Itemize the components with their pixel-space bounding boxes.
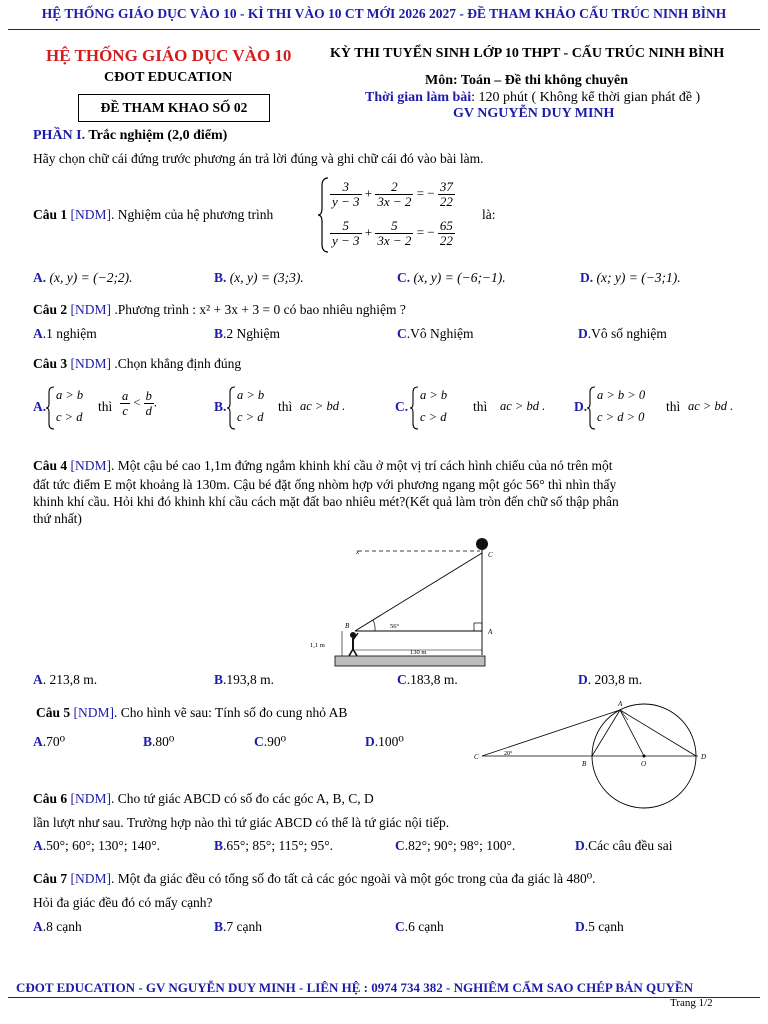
q7-line1: Câu 7 [NDM]. Một đa giác đều có tổng số đo tất cả các góc ngoài và một góc trong của đa giác là 480⁰. — [33, 871, 596, 886]
q1-eq2: $\frac{5}{y - 3}$ + $\frac{5}{3x - 2}$ = − $\frac{65}{22}$ — [332, 218, 453, 248]
q2-option-a[interactable]: A.1 nghiệm — [33, 326, 97, 341]
label-distance: 130 m — [410, 649, 427, 656]
q2-option-b[interactable]: B.2 Nghiệm — [214, 326, 281, 341]
q7-option-c[interactable]: C.6 cạnh — [395, 919, 444, 934]
q4-option-b[interactable]: B.193,8 m. — [214, 672, 275, 687]
part1-title: Trắc nghiệm (2,0 điểm) — [85, 128, 228, 143]
q2-stem: Câu 2 [NDM] .Phương trình : x² + 3x + 3 = 0 có bao nhiêu nghiệm ? — [33, 302, 406, 317]
q2-option-d[interactable]: D.Vô số nghiệm — [578, 326, 667, 341]
page-number: Trang 1/2 — [670, 997, 713, 1009]
eq1-rhs: $\frac{37}{22}$ — [439, 179, 453, 209]
top-rule — [8, 29, 760, 30]
q3-d-brace — [587, 386, 597, 430]
part1-heading — [33, 128, 227, 144]
time-label: Thời gian làm bài — [365, 90, 472, 105]
header-right-title: KỲ THI TUYỂN SINH LỚP 10 THPT - CẤU TRÚC NINH BÌNH — [330, 46, 725, 61]
q6-option-d[interactable]: D.Các câu đều sai — [575, 838, 673, 853]
q4-option-c[interactable]: C.183,8 m. — [397, 672, 458, 687]
q1-text: . Nghiệm của hệ phương trình — [111, 207, 274, 222]
q3-option-c-letter[interactable]: C. — [395, 399, 409, 414]
q6-line1: Câu 6 [NDM]. Cho tứ giác ABCD có số đo các góc A, B, C, D — [33, 791, 374, 806]
header-left-title: HỆ THỐNG GIÁO DỤC VÀO 10 — [46, 46, 292, 65]
q3-d-system: a > b > 0 c > d > 0 — [597, 388, 646, 424]
q4-line2: đất tức điểm E một khoảng là 130m. Cậu bé đặt ống nhòm hợp với phương ngang một góc 56° thì nhìn thấy — [33, 477, 617, 492]
footer-text: CĐOT EDUCATION - GV NGUYỄN DUY MINH - LIÊN HỆ : 0974 734 382 - NGHIÊM CẤM SAO CHÉP BẢN QUYỀN — [16, 980, 693, 995]
q7-option-b[interactable]: B.7 cạnh — [214, 919, 262, 934]
eq2-frac2: $\frac{5}{3x - 2}$ — [377, 218, 412, 248]
exam-code-box — [78, 94, 270, 122]
tangent-CA — [482, 710, 620, 756]
part1-instruction: Hãy chọn chữ cái đứng trước phương án trả lời đúng và ghi chữ cái đó vào bài làm. — [33, 151, 484, 166]
q1-brace — [318, 176, 330, 254]
q7-line2: Hỏi đa giác đều đó có mấy cạnh? — [33, 895, 213, 910]
eq2-frac1: $\frac{5}{y - 3}$ — [332, 218, 360, 248]
q3-b-system: a > b c > d — [237, 388, 265, 424]
q1-eq1: $\frac{3}{y - 3}$ + $\frac{2}{3x - 2}$ = − $\frac{37}{22}$ — [332, 179, 453, 209]
label-O: O — [641, 760, 647, 768]
eq1-frac2: $\frac{2}{3x - 2}$ — [377, 179, 412, 209]
q1-tag: NDM — [75, 207, 107, 222]
q7-option-a[interactable]: A.8 cạnh — [33, 919, 82, 934]
q3-a-system: a > b c > d — [56, 388, 84, 424]
q2-option-c[interactable]: C.Vô Nghiệm — [397, 326, 474, 341]
q3-option-b-letter[interactable]: B. — [214, 399, 227, 414]
part1-label: PHẦN I. — [33, 128, 86, 143]
label-angle: 56° — [390, 623, 400, 630]
label-D: D — [701, 753, 707, 761]
q4-option-a[interactable]: A. 213,8 m. — [33, 672, 98, 687]
label-A: A — [488, 628, 493, 636]
ground — [335, 656, 485, 666]
q3-stem: Câu 3 [NDM] .Chọn khẳng định đúng — [33, 356, 242, 371]
q6-option-b[interactable]: B.65°; 85°; 115°; 95°. — [214, 838, 333, 853]
q4-figure — [300, 535, 520, 670]
q1-option-b[interactable]: B. (x, y) = (3;3). — [214, 270, 304, 285]
q3-option-a-letter[interactable]: A. — [33, 399, 47, 414]
label-x: x — [356, 548, 360, 556]
author: GV NGUYỄN DUY MINH — [453, 106, 615, 121]
q1-label: Câu 1 — [33, 207, 68, 222]
q6-option-c[interactable]: C.82°; 90°; 98°; 100°. — [395, 838, 516, 853]
q5-figure — [470, 694, 720, 812]
q3-option-d-letter[interactable]: D. — [574, 399, 588, 414]
q3-a-brace — [46, 386, 56, 430]
time-value: : 120 phút ( Không kể thời gian phát đề ) — [471, 90, 701, 105]
time-line — [365, 90, 700, 106]
q3-a-conclusion: $\frac{a}{c}$ < $\frac{b}{d}$ . — [122, 389, 157, 418]
exam-code: ĐỀ THAM KHAO SỐ 02 — [100, 100, 248, 115]
q4-line4: thứ nhất) — [33, 511, 82, 526]
q3-d-then: thì — [666, 399, 681, 414]
q5-option-b[interactable]: B.80⁰ — [143, 734, 175, 749]
q3-c-system: a > b c > d — [420, 388, 448, 424]
q4-line1: Câu 4 [NDM]. Một cậu bé cao 1,1m đứng ngắm khinh khí cầu ở một vị trí cách hình chiếu của nó trên một — [33, 458, 613, 473]
q4-line3: khinh khí cầu. Hỏi khi đó khinh khí cầu cách mặt đất bao nhiêu mét?(Kết quả làm tròn đến chữ số thập phân — [33, 494, 619, 509]
q1-option-c[interactable]: C. (x, y) = (−6;−1). — [397, 270, 506, 285]
header-org: CĐOT EDUCATION — [104, 70, 233, 85]
eq1-frac1: $\frac{3}{y - 3}$ — [332, 179, 360, 209]
q3-d-conclusion: ac > bd . — [688, 399, 734, 413]
q4-option-d[interactable]: D. 203,8 m. — [578, 672, 643, 687]
q6-option-a[interactable]: A.50°; 60°; 130°; 140°. — [33, 838, 160, 853]
label-C: C — [474, 753, 479, 761]
label-B: B — [582, 760, 587, 768]
label-A: A — [618, 700, 623, 708]
q5-option-d[interactable]: D.100⁰ — [365, 734, 404, 749]
q1-after: là: — [482, 207, 496, 222]
q5-option-c[interactable]: C.90⁰ — [254, 734, 287, 749]
q7-option-d[interactable]: D.5 cạnh — [575, 919, 624, 934]
label-angle: 20° — [504, 751, 513, 757]
q3-c-then: thì — [473, 399, 488, 414]
q3-a-then: thì — [98, 399, 113, 414]
q5-stem: Câu 5 [NDM]. Cho hình vẽ sau: Tính số đo cung nhỏ AB — [36, 705, 348, 720]
q3-b-then: thì — [278, 399, 293, 414]
top-banner: HỆ THỐNG GIÁO DỤC VÀO 10 - KÌ THI VÀO 10 CT MỚI 2026 2027 - ĐỀ THAM KHẢO CẤU TRÚC NINH BÌNH — [41, 6, 727, 21]
sight-line — [355, 553, 482, 631]
q5-option-a[interactable]: A.70⁰ — [33, 734, 66, 749]
q6-line2: lần lượt như sau. Trường hợp nào thì tứ giác ABCD có thể là tứ giác nội tiếp. — [33, 815, 450, 830]
q3-b-brace — [227, 386, 237, 430]
q3-b-conclusion: ac > bd . — [300, 399, 346, 413]
balloon-icon — [476, 538, 488, 550]
label-B: B — [345, 622, 350, 630]
q1-option-d[interactable]: D. (x; y) = (−3;1). — [580, 270, 681, 285]
q1-option-a[interactable]: A. (x, y) = (−2;2). — [33, 270, 133, 285]
eq2-rhs: $\frac{65}{22}$ — [439, 218, 453, 248]
q3-c-conclusion: ac > bd . — [500, 399, 546, 413]
q3-c-brace — [410, 386, 420, 430]
subject: Môn: Toán – Đề thi không chuyên — [425, 73, 629, 88]
label-height: 1,1 m — [310, 642, 325, 649]
q1-stem: Câu 1 [NDM]. Nghiệm của hệ phương trình — [33, 207, 274, 222]
footer-rule — [8, 997, 760, 998]
label-C: C — [488, 551, 493, 559]
